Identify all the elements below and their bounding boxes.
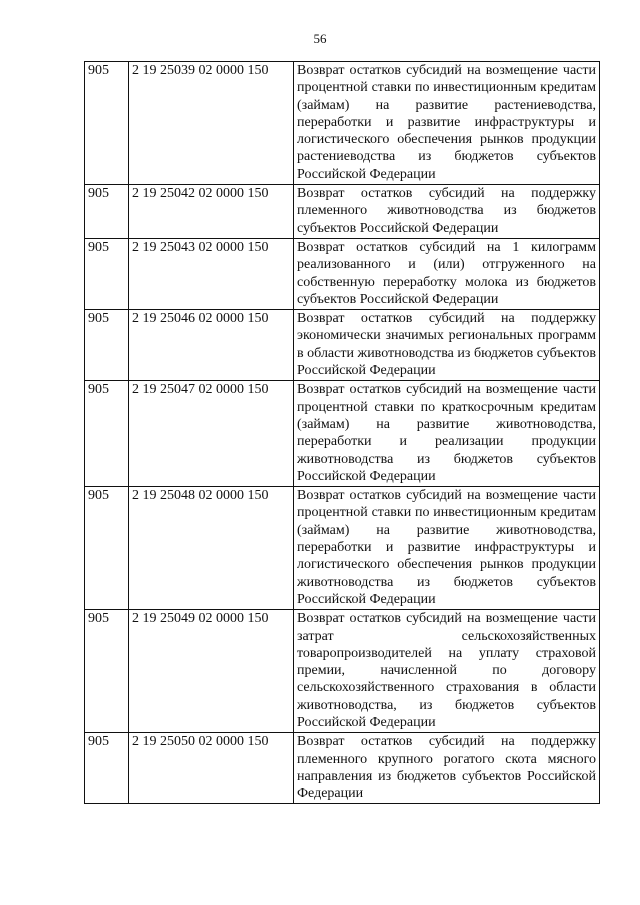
budget-code-cell: 2 19 25039 02 0000 150 [129, 62, 294, 185]
revenue-name-cell: Возврат остатков субсидий на поддержку племенного животноводства из бюджетов субъектов Российской Федерации [294, 185, 600, 239]
admin-code-cell: 905 [85, 487, 129, 610]
revenue-name-cell: Возврат остатков субсидий на возмещение части процентной ставки по краткосрочным кредитам (займам) на развитие животноводства, переработки и реализации продукции животноводства из бюджетов субъектов Российской Федерации [294, 381, 600, 487]
revenue-name-cell: Возврат остатков субсидий на возмещение части процентной ставки по инвестиционным кредитам (займам) на развитие животноводства, переработки и развитие инфраструктуры и логистического обеспечения рынков продукции животноводства из бюджетов субъектов Российской Федерации [294, 487, 600, 610]
admin-code-cell: 905 [85, 381, 129, 487]
revenue-name-cell: Возврат остатков субсидий на 1 килограмм реализованного и (или) отгруженного на собственную переработку молока из бюджетов субъектов Российской Федерации [294, 238, 600, 309]
admin-code-cell: 905 [85, 733, 129, 804]
table-row [85, 238, 600, 309]
table-row [85, 381, 600, 487]
table-row [85, 310, 600, 381]
budget-code-cell: 2 19 25050 02 0000 150 [129, 733, 294, 804]
table-row [85, 610, 600, 733]
budget-code-cell: 2 19 25049 02 0000 150 [129, 610, 294, 733]
budget-code-cell: 2 19 25046 02 0000 150 [129, 310, 294, 381]
table-row [85, 185, 600, 239]
revenue-name-cell: Возврат остатков субсидий на возмещение части процентной ставки по инвестиционным кредитам (займам) на развитие растениеводства, переработки и развитие инфраструктуры и логистического обеспечения рынков продукции растениеводства из бюджетов субъектов Российской Федерации [294, 62, 600, 185]
revenue-name-cell: Возврат остатков субсидий на поддержку экономически значимых региональных программ в области животноводства из бюджетов субъектов Российской Федерации [294, 310, 600, 381]
revenue-name-cell: Возврат остатков субсидий на возмещение части затрат сельскохозяйственных товаропроизводителей на уплату страховой премии, начисленной по договору сельскохозяйственного страхования в области животноводства, из бюджетов субъектов Российской Федерации [294, 610, 600, 733]
budget-code-cell: 2 19 25042 02 0000 150 [129, 185, 294, 239]
budget-code-cell: 2 19 25048 02 0000 150 [129, 487, 294, 610]
budget-classification-table [84, 61, 600, 804]
admin-code-cell: 905 [85, 238, 129, 309]
table-row [85, 62, 600, 185]
table-row [85, 487, 600, 610]
revenue-name-cell: Возврат остатков субсидий на поддержку племенного крупного рогатого скота мясного направления из бюджетов субъектов Российской Федерации [294, 733, 600, 804]
budget-code-cell: 2 19 25043 02 0000 150 [129, 238, 294, 309]
table-row [85, 733, 600, 804]
admin-code-cell: 905 [85, 185, 129, 239]
admin-code-cell: 905 [85, 62, 129, 185]
budget-code-cell: 2 19 25047 02 0000 150 [129, 381, 294, 487]
page-number: 56 [313, 31, 327, 46]
admin-code-cell: 905 [85, 610, 129, 733]
admin-code-cell: 905 [85, 310, 129, 381]
